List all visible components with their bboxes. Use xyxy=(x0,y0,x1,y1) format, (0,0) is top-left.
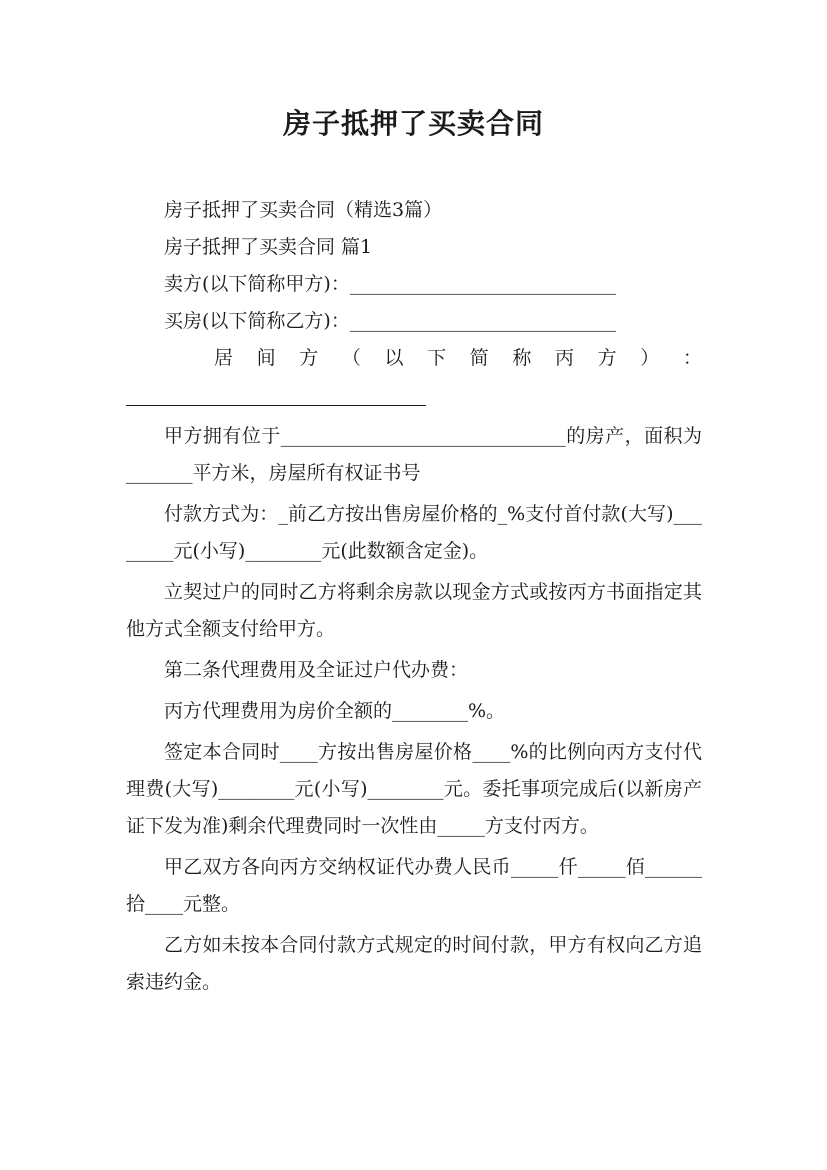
intermediary-char: 方 xyxy=(597,347,617,369)
intermediary-char: 下 xyxy=(427,347,447,369)
blank-underline xyxy=(126,405,426,406)
buyer-line: 买房(以下简称乙方)：____________________________ xyxy=(164,310,616,332)
paragraph-agency-fee: 丙方代理费用为房价全额的________%。 xyxy=(164,700,506,722)
intermediary-line xyxy=(126,340,702,377)
intermediary-char: 称 xyxy=(512,347,532,369)
paragraph-transfer: 立契过户的同时乙方将剩余房款以现金方式或按丙方书面指定其他方式全额支付给甲方。 xyxy=(126,581,702,640)
paragraph-payment: 付款方式为：_前乙方按出售房屋价格的_%支付首付款(大写)________元(小写)________元(此数额含定金)。 xyxy=(126,503,702,562)
paragraph-article-two: 第二条代理费用及全证过户代办费： xyxy=(164,659,469,681)
intermediary-char: ： xyxy=(682,347,702,369)
document-title: 房子抵押了买卖合同 xyxy=(282,107,544,140)
intermediary-char: 间 xyxy=(256,347,276,369)
intermediary-char: 丙 xyxy=(555,347,575,369)
seller-line: 卖方(以下简称甲方)：____________________________ xyxy=(164,273,616,295)
intermediary-char: （ xyxy=(341,347,361,369)
intermediary-char: 以 xyxy=(384,347,404,369)
section-heading: 房子抵押了买卖合同 篇1 xyxy=(164,236,373,258)
intermediary-char: 方 xyxy=(299,347,319,369)
intermediary-char: 简 xyxy=(469,347,489,369)
document-body xyxy=(126,192,702,1001)
subtitle: 房子抵押了买卖合同（精选3篇） xyxy=(164,199,443,221)
intermediary-char: 居 xyxy=(214,347,234,369)
paragraph-signing: 签定本合同时____方按出售房屋价格____%的比例向丙方支付代理费(大写)________元(小写)________元。委托事项完成后(以新房产证下发为准)剩余代理费同时一次性由_____方支付丙方。 xyxy=(126,741,702,837)
intermediary-char: ） xyxy=(640,347,660,369)
intermediary-blank xyxy=(126,377,702,414)
paragraph-property: 甲方拥有位于______________________________的房产，面积为_______平方米，房屋所有权证书号 xyxy=(126,425,702,484)
paragraph-certificate-fee: 甲乙双方各向丙方交纳权证代办费人民币_____仟_____佰______拾____元整。 xyxy=(126,856,702,915)
paragraph-penalty: 乙方如未按本合同付款方式规定的时间付款，甲方有权向乙方追索违约金。 xyxy=(126,934,702,993)
